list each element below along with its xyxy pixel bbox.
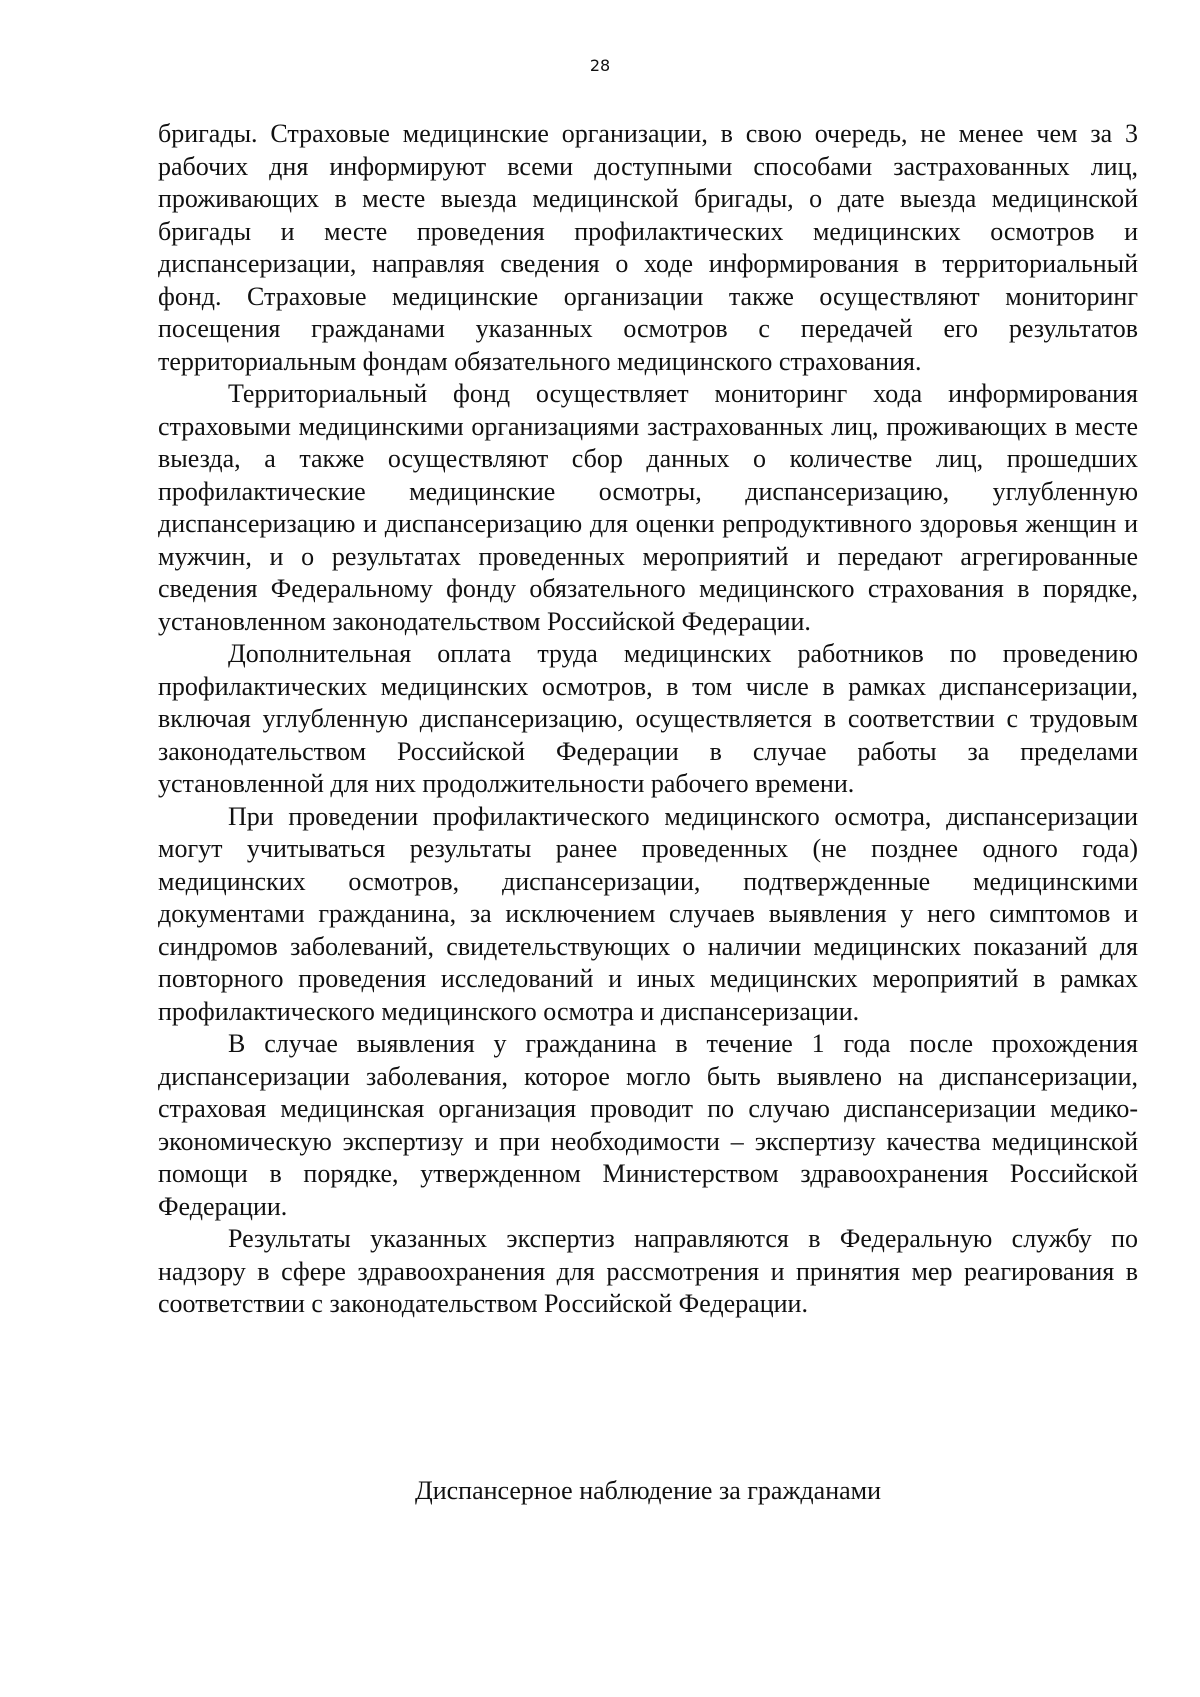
paragraph-disease-detection: В случае выявления у гражданина в течение 1 года после прохождения диспансеризации заболевания, которое могло быть выявлено на диспансеризации, страховая медицинская организация проводит по случаю диспансеризации медико-экономическую экспертизу и при необходимости – экспертизу качества медицинской помощи в порядке, утвержденном Министерством здравоохранения Российской Федерации. [158,1029,1138,1221]
paragraph-expertise-results: Результаты указанных экспертиз направляются в Федеральную службу по надзору в сфере здравоохранения для рассмотрения и принятия мер реагирования в соответствии с законодательством Российской Федерации. [158,1224,1138,1318]
paragraph-territorial-fund-monitoring: Территориальный фонд осуществляет мониторинг хода информирования страховыми медицинскими организациями застрахованных лиц, проживающих в месте выезда, а также осуществляют сбор данных о количестве лиц, прошедших профилактические медицинские осмотры, диспансеризацию, углубленную диспансеризацию и диспансеризацию для оценки репродуктивного здоровья женщин и мужчин, и о результатах проведенных мероприятий и передают агрегированные сведения Федеральному фонду обязательного медицинского страхования в порядке, установленном законодательством Российской Федерации. [158,379,1138,636]
page-number: 28 [589,56,611,75]
section-heading: Диспансерное наблюдение за гражданами [414,1476,882,1505]
document-body [158,118,1138,1321]
paragraph-previous-results: При проведении профилактического медицинского осмотра, диспансеризации могут учитываться результаты ранее проведенных (не позднее одного года) медицинских осмотров, диспансеризации, подтвержденные медицинскими документами гражданина, за исключением случаев выявления у него симптомов и синдромов заболеваний, свидетельствующих о наличии медицинских показаний для повторного проведения исследований и иных медицинских мероприятий в рамках профилактического медицинского осмотра и диспансеризации. [158,801,1138,1026]
paragraph-additional-payment: Дополнительная оплата труда медицинских работников по проведению профилактических медицинских осмотров, в том числе в рамках диспансеризации, включая углубленную диспансеризацию, осуществляется в соответствии с трудовым законодательством Российской Федерации в случае работы за пределами установленной для них продолжительности рабочего времени. [158,639,1138,798]
paragraph-continuation: бригады. Страховые медицинские организации, в свою очередь, не менее чем за 3 рабочих дня информируют всеми доступными способами застрахованных лиц, проживающих в месте выезда медицинской бригады, о дате выезда медицинской бригады и месте проведения профилактических медицинских осмотров и диспансеризации, направляя сведения о ходе информирования в территориальный фонд. Страховые медицинские организации также осуществляют мониторинг посещения гражданами указанных осмотров с передачей его результатов территориальным фондам обязательного медицинского страхования. [158,119,1138,376]
